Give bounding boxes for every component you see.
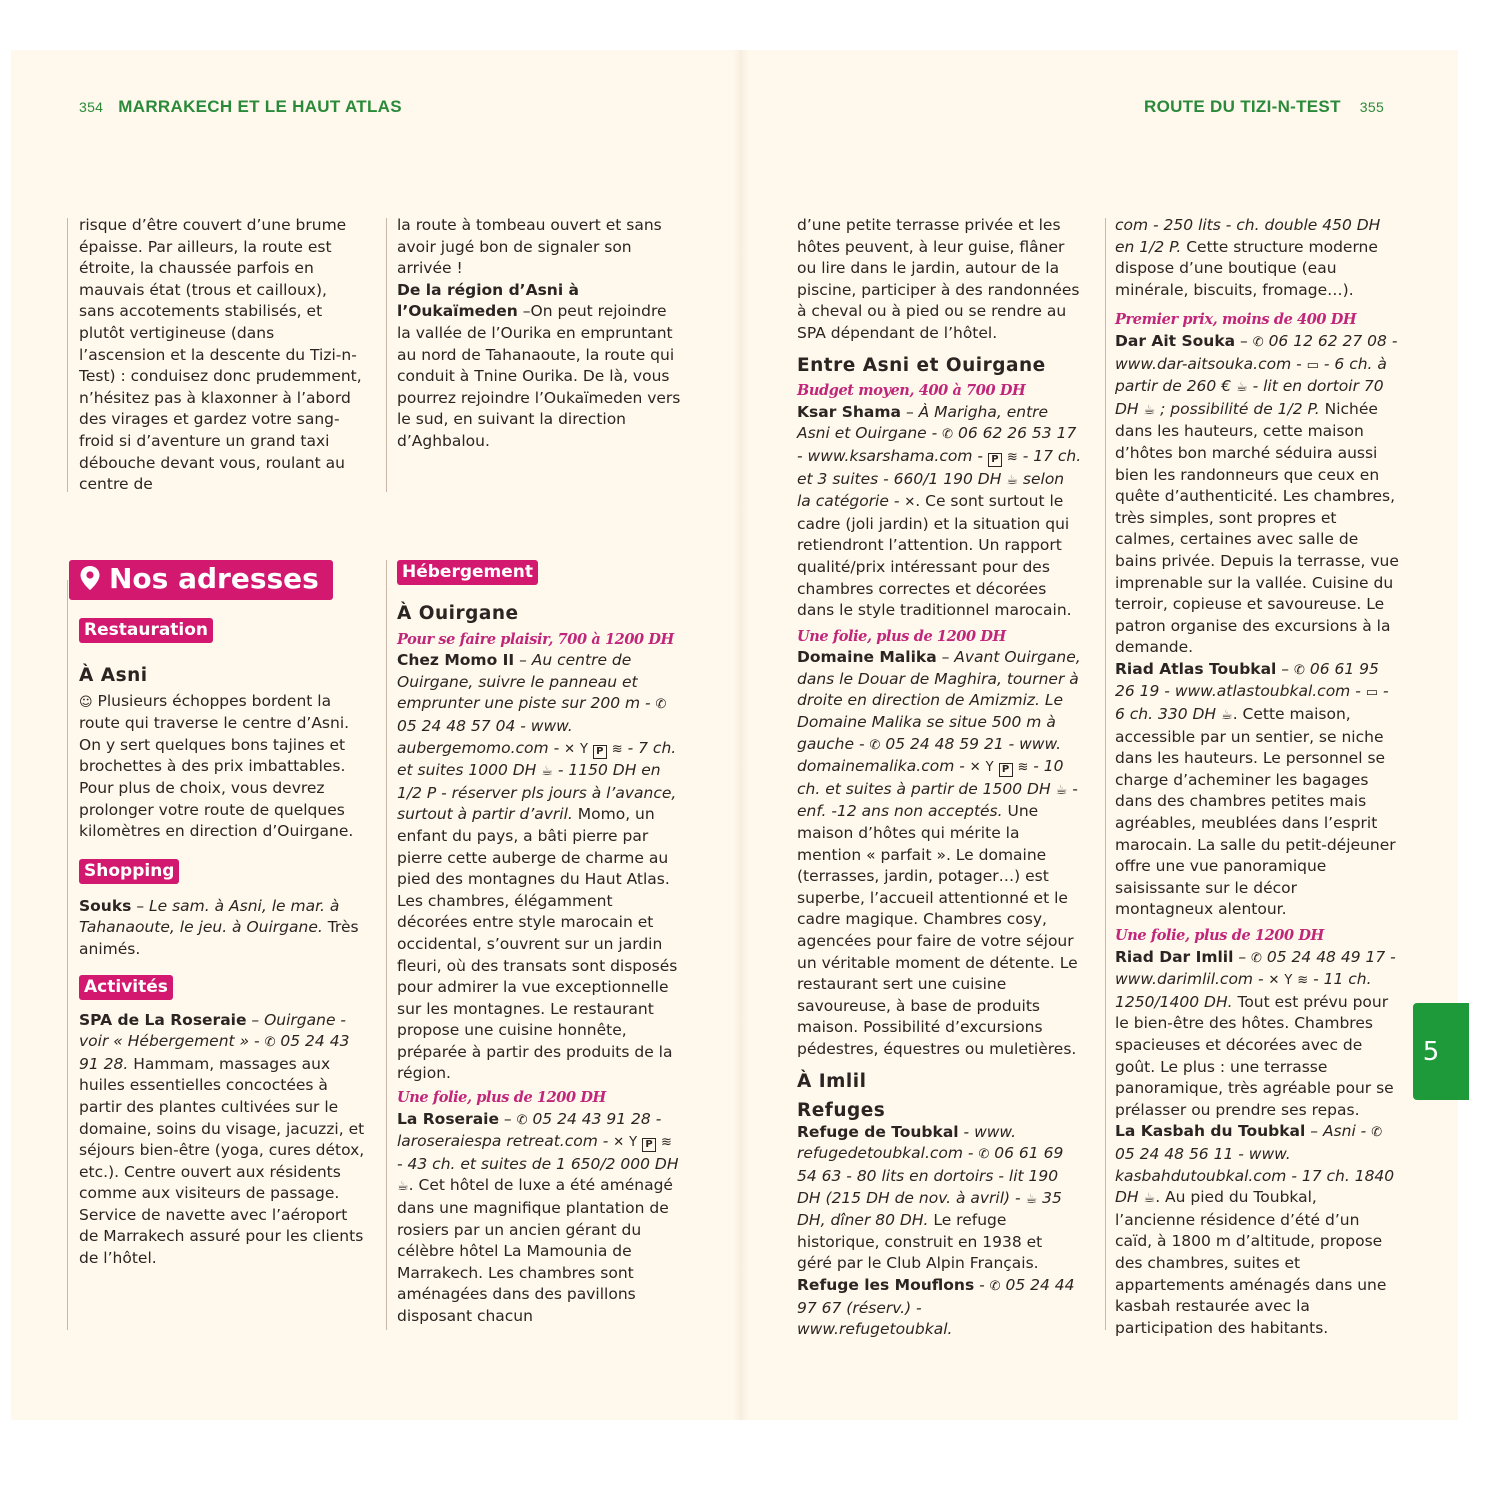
kasbah-du-toubkal-entry: La Kasbah du Toubkal – Asni - ✆ 05 24 48 56 11 - www. kasbahdutoubkal.com - 17 ch. 1840 DH ☕. Au pied du Toubkal, l’ancienne résidence d’été d’un caïd, à 1800 m d’altitude, propose des chambres, suites et appartements aménagés dans une kasbah restaurée avec la participation des habitants. — [1115, 1122, 1395, 1337]
place-heading: À Ouirgane — [397, 603, 519, 624]
nos-adresses-label: Nos adresses — [109, 562, 319, 595]
column-3 — [797, 215, 1082, 1341]
phone-icon: ✆ — [942, 427, 954, 443]
restaurant-icon: ✕ — [904, 495, 916, 511]
book-spread — [11, 50, 1458, 1420]
column-rule — [67, 580, 68, 1330]
restaurant-icon: ✕ — [1268, 973, 1280, 989]
restaurant-icon: ✕ — [613, 1135, 625, 1151]
book-gutter — [733, 50, 749, 1420]
price-category: Premier prix, moins de 400 DH — [1115, 311, 1357, 329]
chapter-thumb-tab[interactable] — [1413, 1003, 1469, 1100]
breakfast-icon: ☕ — [1055, 782, 1068, 798]
restaurant-icon: ✕ — [969, 760, 981, 776]
breakfast-icon: ☕ — [1221, 708, 1233, 724]
chapter-title: MARRAKECH ET LE HAUT ATLAS — [118, 97, 402, 116]
breakfast-icon: ☕ — [541, 764, 553, 780]
breakfast-icon: ☕ — [1025, 1191, 1038, 1207]
ksar-shama-entry: Ksar Shama – À Marigha, entre Asni et Ouirgane - ✆ 06 62 26 53 17 - www.ksarshama.com - P ≋ - 17 ch. et 3 suites - 660/1 190 DH ☕ selon la catégorie - ✕. Ce sont surtout le cadre (joli jardin) et la situation qui retiendront l’attention. Un rapport qualité/prix intéressant pour des chambres correctes et décorées dans le style traditionnel marocain. — [797, 402, 1082, 620]
parking-icon: P — [593, 745, 607, 759]
page-number-right: 355 — [1359, 99, 1385, 115]
nos-adresses-heading — [69, 560, 333, 600]
pool-icon: ≋ — [1006, 449, 1018, 465]
left-running-head — [79, 97, 402, 117]
smiley-icon: ☺ — [79, 694, 93, 710]
activites-tag: Activités — [79, 975, 173, 1000]
map-pin-icon — [79, 565, 101, 591]
parking-icon: P — [642, 1138, 656, 1152]
bar-icon: Y — [629, 1135, 638, 1151]
price-category: Pour se faire plaisir, 700 à 1200 DH — [397, 630, 674, 648]
refuge-toubkal-entry: Refuge de Toubkal - www. refugedetoubkal.com - ✆ 06 61 69 54 63 - 80 lits en dortoirs - lit 190 DH (215 DH de nov. à avril) - ☕ 35 DH, dîner 80 DH. Le refuge historique, construit en 1938 et géré par le Club Alpin Français. — [797, 1122, 1064, 1273]
phone-icon: ✆ — [869, 737, 881, 753]
place-heading: À Asni — [79, 665, 148, 686]
riad-atlas-toubkal-entry: Riad Atlas Toubkal – ✆ 06 61 95 26 19 - www.atlastoubkal.com - ▭ - 6 ch. 330 DH ☕. Cette maison, accessible par un sentier, se niche dans les hauteurs. Le personnel se charge d’acheminer les bagages dans des chambres petites mais agréables, meublées dans l’esprit marocain. La salle du petit-déjeuner offre une vue panoramique saisissante sur le décor montagneux alentour. — [1115, 659, 1396, 919]
intro-text: la route à tombeau ouvert et sans avoir jugé bon de signaler son arrivée ! — [397, 216, 662, 278]
no-credit-card-icon: ▭ — [1306, 357, 1319, 373]
section-title: ROUTE DU TIZI-N-TEST — [1144, 97, 1341, 116]
restauration-tag: Restauration — [79, 618, 213, 643]
column-1-addresses — [69, 560, 369, 1270]
column-2-hebergement — [397, 560, 682, 1328]
phone-icon: ✆ — [264, 1035, 276, 1051]
riad-dar-imlil-entry: Riad Dar Imlil – ✆ 05 24 48 49 17 - www.darimlil.com - ✕ Y ≋ - 11 ch. 1250/1400 DH. Tout est prévu pour le bien-être des hôtes. Chambres spacieuses et décorées avec de goût. Le plus : une terrasse panoramique, très agréable pour se prélasser ou prendre ses repas. — [1115, 947, 1396, 1119]
refuge-mouflons-entry: Refuge les Mouflons - ✆ 05 24 44 97 67 (réserv.) - www.refugetoubkal. — [797, 1275, 1075, 1339]
la-roseraie-entry: La Roseraie – ✆ 05 24 43 91 28 - laroseraiespa retreat.com - ✕ Y P ≋ - 43 ch. et suites de 1 650/2 000 DH ☕. Cet hôtel de luxe a été aménagé dans une magnifique plantation de rosiers par un ancien gérant du célèbre hôtel La Mamounia de Marrakech. Les chambres sont aménagées dans des pavillons disposant chacun — [397, 1109, 679, 1325]
pool-icon: ≋ — [660, 1135, 672, 1151]
price-category: Une folie, plus de 1200 DH — [1115, 927, 1324, 944]
oukaimeden-entry: De la région d’Asni à l’Oukaïmeden –On peut rejoindre la vallée de l’Ourika en empruntant au nord de Tahanaoute, la route qui conduit à Tnine Ourika. De là, vous pourrez rejoindre l’Oukaïmeden vers le sud, en suivant la direction d’Aghbalou. — [397, 280, 681, 450]
column-rule — [386, 218, 387, 492]
chapter-number: 5 — [1422, 1036, 1440, 1067]
intro-text: risque d’être couvert d’une brume épaisse. Par ailleurs, la route est étroite, la chaussée parfois en mauvais état (trous et cailloux), sans accotements stabilisés, et plutôt vertigineuse (dans l’ascension et la descente du Tizi-n-Test) : conduisez donc prudemment, n’hésitez pas à klaxonner à l’abord des virages et gardez votre sang-froid si d’aventure un grand taxi débouche devant vous, roulant au centre de — [79, 216, 362, 494]
phone-icon: ✆ — [989, 1278, 1001, 1294]
no-credit-card-icon: ▭ — [1365, 685, 1379, 701]
restaurant-icon: ✕ — [564, 741, 576, 757]
hebergement-tag: Hébergement — [397, 560, 538, 585]
bar-icon: Y — [579, 741, 588, 757]
bar-icon: Y — [985, 760, 994, 776]
phone-icon: ✆ — [655, 697, 667, 713]
column-rule — [386, 560, 387, 1330]
column-rule — [67, 218, 68, 492]
right-running-head — [1144, 97, 1384, 117]
intro-text: com - 250 lits - ch. double 450 DH en 1/2 P. Cette structure moderne dispose d’une boutique (eau minérale, biscuits, fromage…). — [1115, 216, 1381, 299]
phone-icon: ✆ — [1251, 950, 1262, 966]
parking-icon: P — [999, 763, 1013, 777]
price-category: Une folie, plus de 1200 DH — [397, 1089, 606, 1107]
place-heading: Entre Asni et Ouirgane — [797, 354, 1046, 376]
column-1 — [79, 215, 364, 496]
price-category: Budget moyen, 400 à 700 DH — [797, 382, 1026, 400]
chez-momo-entry: Chez Momo II – Au centre de Ouirgane, suivre le panneau et emprunter une piste sur 200 m - ✆ 05 24 48 57 04 - www. aubergemomo.com - ✕ Y P ≋ - 7 ch. et suites 1000 DH ☕ - 1150 DH en 1/2 P - réserver pls jours à l’avance, surtout à partir d’avril. Momo, un enfant du pays, a bâti pierre par pierre cette auberge de charme au pied des montagnes du Haut Atlas. Les chambres, élégamment décorées entre style marocain et occidental, s’ouvrent sur un jardin fleuri, où des transats sont disposés pour admirer la vue exceptionnelle sur les montagnes. Le restaurant propose une cuisine honnête, préparée à partir des produits de la région. — [397, 651, 678, 1083]
dar-ait-souka-entry: Dar Ait Souka – ✆ 06 12 62 27 08 - www.dar-aitsouka.com - ▭ - 6 ch. à partir de 260 € ☕ - lit en dortoir 70 DH ☕ ; possibilité de 1/2 P. Nichée dans les hauteurs, cette maison d’hôtes bon marché séduira aussi bien les randonneurs que ceux en quête d’authenticité. Les chambres, très simples, sont propres et calmes, certaines avec salle de bains privée. Depuis la terrasse, vue imprenable sur la vallée. Cuisine du terroir, copieuse et savoureuse. Le patron organise des excursions à la demande. — [1115, 331, 1399, 657]
intro-text: d’une petite terrasse privée et les hôtes peuvent, à leur guise, flâner ou lire dans le jardin, autour de la piscine, participer à des randonnées à cheval ou à pied ou se rendre au SPA dépendant de l’hôtel. — [797, 216, 1080, 342]
breakfast-icon: ☕ — [1236, 380, 1248, 396]
phone-icon: ✆ — [516, 1112, 528, 1128]
phone-icon: ✆ — [1252, 334, 1264, 350]
column-4 — [1115, 215, 1400, 1339]
parking-icon: P — [988, 453, 1002, 467]
breakfast-icon: ☕ — [1006, 472, 1018, 488]
breakfast-icon: ☕ — [397, 1179, 409, 1195]
price-category: Une folie, plus de 1200 DH — [797, 627, 1006, 645]
spa-entry: SPA de La Roseraie – Ouirgane - voir « Hébergement » - ✆ 05 24 43 91 28. Hammam, massages aux huiles essentielles concoctées à partir des plantes cultivées sur le domaine, soins du visage, jacuzzi, et séjours bien-être (yoga, cures détox, etc.). Centre ouvert aux résidents comme aux visiteurs de passage. Service de navette avec l’aéroport de Marrakech assuré pour les clients de l’hôtel. — [79, 1010, 365, 1268]
domaine-malika-entry: Domaine Malika – Avant Ouirgane, dans le Douar de Maghira, tourner à droite en direction de Amizmiz. Le Domaine Malika se situe 500 m à gauche - ✆ 05 24 48 59 21 - www. domainemalika.com - ✕ Y P ≋ - 10 ch. et suites à partir de 1500 DH ☕ - enf. -12 ans non acceptés. Une maison d’hôtes qui mérite la mention « parfait ». Le domaine (terrasses, jardin, potager…) est superbe, l’accueil attentionné et le cadre magique. Chambres cosy, agencées pour faire de votre séjour un véritable moment de détente. Le restaurant sert une cuisine savoureuse, à base de produits maison. Possibilité d’excursions pédestres, équestres ou muletières. — [797, 648, 1081, 1058]
column-2 — [397, 215, 682, 453]
bar-icon: Y — [1284, 973, 1293, 989]
souks-entry: Souks – Le sam. à Asni, le mar. à Tahanaoute, le jeu. à Ouirgane. Très animés. — [79, 896, 359, 958]
restauration-text: ☺ Plusieurs échoppes bordent la route qui traverse le centre d’Asni. On y sert quelques bons tajines et brochettes à des prix imbattables. Pour plus de choix, vous devrez prolonger votre route de quelques kilomètres en direction d’Ouirgane. — [79, 691, 354, 841]
pool-icon: ≋ — [1017, 760, 1029, 776]
page-number-left: 354 — [79, 99, 104, 115]
phone-icon: ✆ — [1371, 1125, 1383, 1141]
shopping-tag: Shopping — [79, 859, 179, 884]
column-rule — [1105, 218, 1106, 1330]
phone-icon: ✆ — [978, 1147, 990, 1163]
pool-icon: ≋ — [1297, 973, 1309, 989]
phone-icon: ✆ — [1293, 662, 1305, 678]
breakfast-icon: ☕ — [1143, 402, 1156, 418]
refuges-heading: Refuges — [797, 1100, 886, 1122]
pool-icon: ≋ — [611, 741, 623, 757]
place-heading: À Imlil — [797, 1070, 867, 1092]
breakfast-icon: ☕ — [1143, 1191, 1156, 1207]
